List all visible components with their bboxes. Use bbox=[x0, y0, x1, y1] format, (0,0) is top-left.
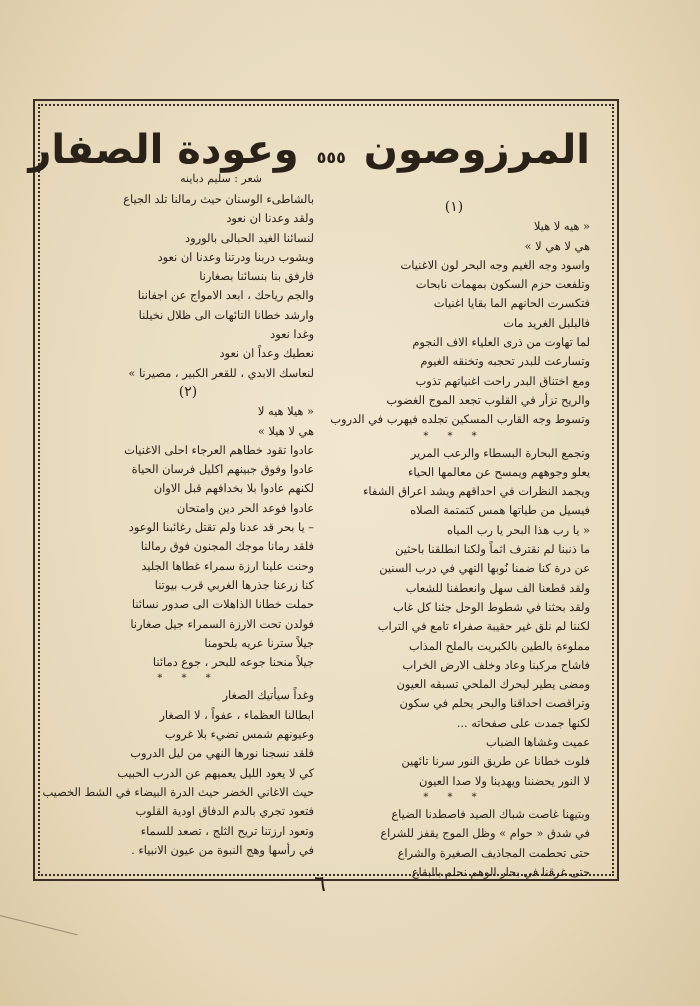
poem-line: وارشد خطانا التائهات الى ظلال نخيلنا bbox=[138, 307, 314, 322]
poem-line: فيسيل من طياتها همس كتمتمة الصلاه bbox=[410, 503, 590, 518]
poem-line: في رأسها وهج النبوة من عيون الانبياء . bbox=[131, 842, 314, 857]
page-number: ٦ bbox=[314, 872, 326, 897]
poem-line: هي لا هيلا » bbox=[257, 423, 314, 438]
poem-line: بالشاطىء الوسنان حيث رمالنا تلد الجياع bbox=[123, 192, 314, 206]
poem-line: فالبلبل الغريد مات bbox=[503, 315, 590, 330]
poem-line: كنا زرعنا جذرها الغربي قرب بيوتنا bbox=[154, 577, 314, 592]
title-part-2: وعودة الصفار bbox=[28, 127, 299, 173]
poem-line: وبشوب دربنا ودرتنا وعدنا ان نعود bbox=[157, 249, 314, 264]
poem-line: وغدا نعود bbox=[270, 327, 314, 342]
poem-line: فاشاح مركبنا وعاد وخلف الارض الخراب bbox=[402, 657, 590, 672]
author-credit: شعر : سليم دباينه bbox=[180, 172, 262, 185]
poem-line: عادوا تقود خطاهم العرجاء احلى الاغنيات bbox=[124, 442, 314, 457]
paper-crease bbox=[0, 915, 78, 974]
poem-line: واسود وجه الغيم وجه البحر لون الاغنيات bbox=[400, 257, 590, 272]
poem-line: « هيلا هيه لا bbox=[257, 404, 314, 419]
poem-line: لنعاسك الابدي ، للقعر الكبير ، مصيرنا » bbox=[128, 365, 314, 380]
poem-line: يعلو وجوههم ويمسح عن معالمها الحياء bbox=[407, 464, 590, 479]
poem-line: ولقد قطعنا الف سهل وانعطفنا للشعاب bbox=[405, 580, 590, 595]
poem-line: نعطيك وعداً ان نعود bbox=[219, 346, 314, 361]
poem-line: حتى تحطمت المجاذيف الصغيرة والشراع bbox=[397, 845, 590, 860]
poem-line: فولدن تحت الارزة السمراء جيل صغارنا bbox=[130, 616, 314, 631]
poem-line: جيلاً منحنا جوعه للبحر ، جوع دمائنا bbox=[152, 655, 314, 670]
poem-line: وعيونهم شمس تضيء بلا غروب bbox=[164, 727, 314, 742]
poem-title bbox=[28, 120, 590, 180]
poem-line: لكنهم عادوا بلا بخدافهم قبل الاوان bbox=[153, 481, 314, 496]
poem-line: هي لا هي لا » bbox=[524, 238, 590, 253]
stanza-divider: * * * bbox=[423, 430, 485, 442]
poem-line: وحنت علينا ارزة سمراء غطاها الجليد bbox=[141, 558, 314, 573]
poem-line: فتعود تجري بالدم الدفاق اودية القلوب bbox=[135, 804, 314, 819]
poem-line: فلقد رمانا موجك المجنون فوق رمالنا bbox=[140, 539, 314, 554]
poem-line: مملوءة بالطين بالكبريت بالملح المذاب bbox=[408, 638, 590, 653]
poem-line: ولقد وعدنا ان نعود bbox=[226, 211, 314, 226]
poem-line: فتكسرت الحانهم الما بقايا اغنيات bbox=[433, 296, 590, 311]
poem-line: عادوا وفوق جبينهم اكليل فرسان الحياة bbox=[131, 462, 314, 477]
poem-line: وبتيهنا غاصت شباك الصيد فاصطدنا الضياع bbox=[391, 806, 590, 821]
stanza-divider: * * * bbox=[423, 791, 485, 803]
title-separator: ٥٥٥ bbox=[316, 148, 346, 167]
poem-line: وتجمع البحارة البسطاء والرعب المرير bbox=[410, 445, 590, 460]
section-1-number: (١) bbox=[444, 199, 464, 215]
poem-line: وتسوط وجه القارب المسكين تجلده فيهرب في الدروب bbox=[330, 412, 590, 427]
stanza-divider: * * * bbox=[157, 673, 219, 685]
poem-line: – يا بحر قد عدنا ولم تقتل رغائبنا الوعود bbox=[128, 520, 314, 535]
poem-line: ومع اختناق البدر راحت اغنياتهم تذوب bbox=[415, 373, 590, 388]
poem-line: ابطالنا العظماء ، عفواً ، لا الصغار bbox=[159, 707, 314, 722]
poem-line: وغداً سيأتيك الصغار bbox=[222, 688, 314, 703]
title-part-1: المرزوصون bbox=[363, 127, 590, 173]
poem-line: « هيه لا هيلا bbox=[533, 219, 590, 234]
poem-line: ومضى يطير لبحرك الملحي تسبقه العيون bbox=[396, 677, 590, 692]
column-right bbox=[318, 198, 590, 879]
poem-line: ولقد بحثنا في شطوط الوحل جئنا كل غاب bbox=[393, 599, 590, 614]
poem-line: لكنها جمدت على صفحاته ... bbox=[456, 715, 590, 730]
poem-line: حيث الاغاني الخضر حيث الدرة البيضاء في الشط الخصيب bbox=[42, 784, 314, 799]
poem-line: لكننا لم نلق غير حقيبة صفراء تامع في التراب bbox=[377, 619, 590, 634]
poem-line: والريح تزأر في القلوب تجعد الموج الغضوب bbox=[386, 392, 590, 407]
poem-line: وتلفعت حزم السكون بمهمات نابحات bbox=[415, 277, 590, 292]
poem-line: فلقد نسجنا نورها النهي من ليل الدروب bbox=[130, 746, 314, 761]
poem-line: جيلاً سترنا عريه بلحومنا bbox=[204, 635, 314, 650]
poem-line: ويجمد النظرات في احداقهم ويشد اعراق الشفاء bbox=[363, 484, 590, 499]
poem-line: ما ذنبنا لم نقترف اثماً ولكنا انطلقنا باحثين bbox=[395, 542, 590, 557]
poem-line: وتراقصت احداقنا والبحر يحلم في سكون bbox=[399, 696, 590, 711]
poem-line: عميت وغشاها الضباب bbox=[486, 735, 590, 750]
poem-line: عن درة كنا ضمنا نُوبها التهي في درب السنين bbox=[379, 561, 590, 576]
poem-line: في شدق « حوام » وظل الموج يقفز للشراع bbox=[380, 826, 590, 841]
poem-line: لنسائنا الغيد الحبالى بالورود bbox=[185, 230, 314, 245]
poem-line: فلوت خطانا عن طريق النور سرنا تائهين bbox=[401, 754, 590, 769]
poem-line: فارفق بنا بنسائنا بصغارنا bbox=[199, 269, 314, 284]
poem-line: لا النور يحضننا ويهدينا ولا صدا العيون bbox=[418, 773, 590, 788]
poem-line: وتسارعت للبدر تحجبه وتخنقه الغيوم bbox=[420, 354, 590, 369]
poem-line: والجم رياحك ، ابعد الامواج عن اجفاننا bbox=[137, 288, 314, 303]
section-2-number: (٢) bbox=[178, 383, 198, 400]
poem-line: حملت خطانا الذاهلات الى صدور نسائنا bbox=[131, 597, 314, 612]
poem-line: حتى غرقنا في بحار الوهم نحلم بالبقاع bbox=[411, 864, 590, 879]
poem-line: وتعود ارزتنا تريح الثلج ، تصعد للسماء bbox=[140, 823, 314, 838]
column-left bbox=[42, 190, 314, 862]
poem-line: كي لا يعود الليل يعميهم عن الدرب الحبيب bbox=[117, 765, 314, 780]
poem-line: لما تهاوت من ذرى العلياء الاف النجوم bbox=[412, 335, 590, 350]
poem-line: عادوا فوعد الحر دين وامتحان bbox=[176, 500, 314, 515]
poem-line: « يا رب هذا البحر يا رب المياه bbox=[446, 522, 590, 537]
